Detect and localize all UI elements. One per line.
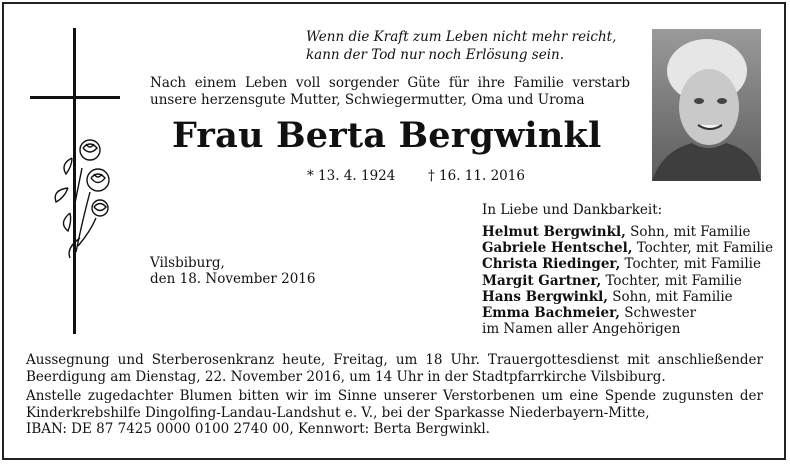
- intro-text: Nach einem Leben voll sorgender Güte für ihre Familie verstarb unsere herzensgute Mutter, Schwiegermutter, Oma und Uroma: [150, 75, 630, 108]
- place-line: Vilsbiburg,: [150, 255, 225, 271]
- quote: [306, 28, 616, 64]
- birth-date: * 13. 4. 1924: [307, 168, 396, 184]
- family-member-relation: Tochter, mit Familie: [620, 256, 761, 273]
- family-member: [482, 305, 773, 321]
- family-member: [482, 240, 773, 256]
- date-line: den 18. November 2016: [150, 271, 316, 287]
- family-member-relation: Tochter, mit Familie: [601, 272, 742, 289]
- service-info: Aussegnung und Sterberosenkranz heute, Freitag, um 18 Uhr. Trauergottesdienst mit anschließender Beerdigung am Dienstag, 22. November 2016, um 14 Uhr in der Stadtpfarrkirche Vilsbiburg.: [26, 352, 763, 385]
- cross-with-roses-icon: [30, 28, 122, 334]
- quote-line-2: kann der Tod nur noch Erlösung sein.: [306, 47, 565, 63]
- deceased-name: Frau Berta Bergwinkl: [172, 115, 602, 156]
- family-list: [482, 224, 773, 337]
- family-member-relation: Sohn, mit Familie: [625, 224, 751, 240]
- family-member-name: Gabriele Hentschel,: [482, 240, 633, 257]
- donation-info: [26, 388, 763, 438]
- family-member-name: Hans Bergwinkl,: [482, 288, 608, 305]
- quote-line-1: Wenn die Kraft zum Leben nicht mehr reicht,: [306, 29, 617, 45]
- death-date: † 16. 11. 2016: [428, 168, 525, 184]
- family-member-relation: Schwester: [619, 305, 697, 322]
- donation-iban: IBAN: DE 87 7425 0000 0100 2740 00, Kennwort: Berta Bergwinkl.: [26, 421, 490, 437]
- family-member: [482, 273, 773, 289]
- donation-text: Anstelle zugedachter Blumen bitten wir im Sinne unserer Verstorbenen um eine Spende zugunsten der Kinderkrebshilfe Dingolfing-Landau-Landshut e. V., bei der Sparkasse Niederbayern-Mitte,: [26, 388, 763, 421]
- family-member: [482, 289, 773, 305]
- thanks-heading: In Liebe und Dankbarkeit:: [482, 202, 663, 218]
- place-date: [150, 255, 315, 287]
- family-member-name: Margit Gartner,: [482, 272, 602, 289]
- family-member-relation: Tochter, mit Familie: [632, 240, 774, 257]
- portrait-photo: [652, 29, 761, 181]
- family-member-name: Emma Bachmeier,: [482, 305, 620, 322]
- family-member: [482, 224, 773, 240]
- family-member-name: Helmut Bergwinkl,: [482, 224, 626, 240]
- all-relatives: im Namen aller Angehörigen: [482, 321, 681, 338]
- family-member: [482, 256, 773, 272]
- family-member-relation: Sohn, mit Familie: [607, 288, 733, 305]
- family-member-name: Christa Riedinger,: [482, 256, 621, 273]
